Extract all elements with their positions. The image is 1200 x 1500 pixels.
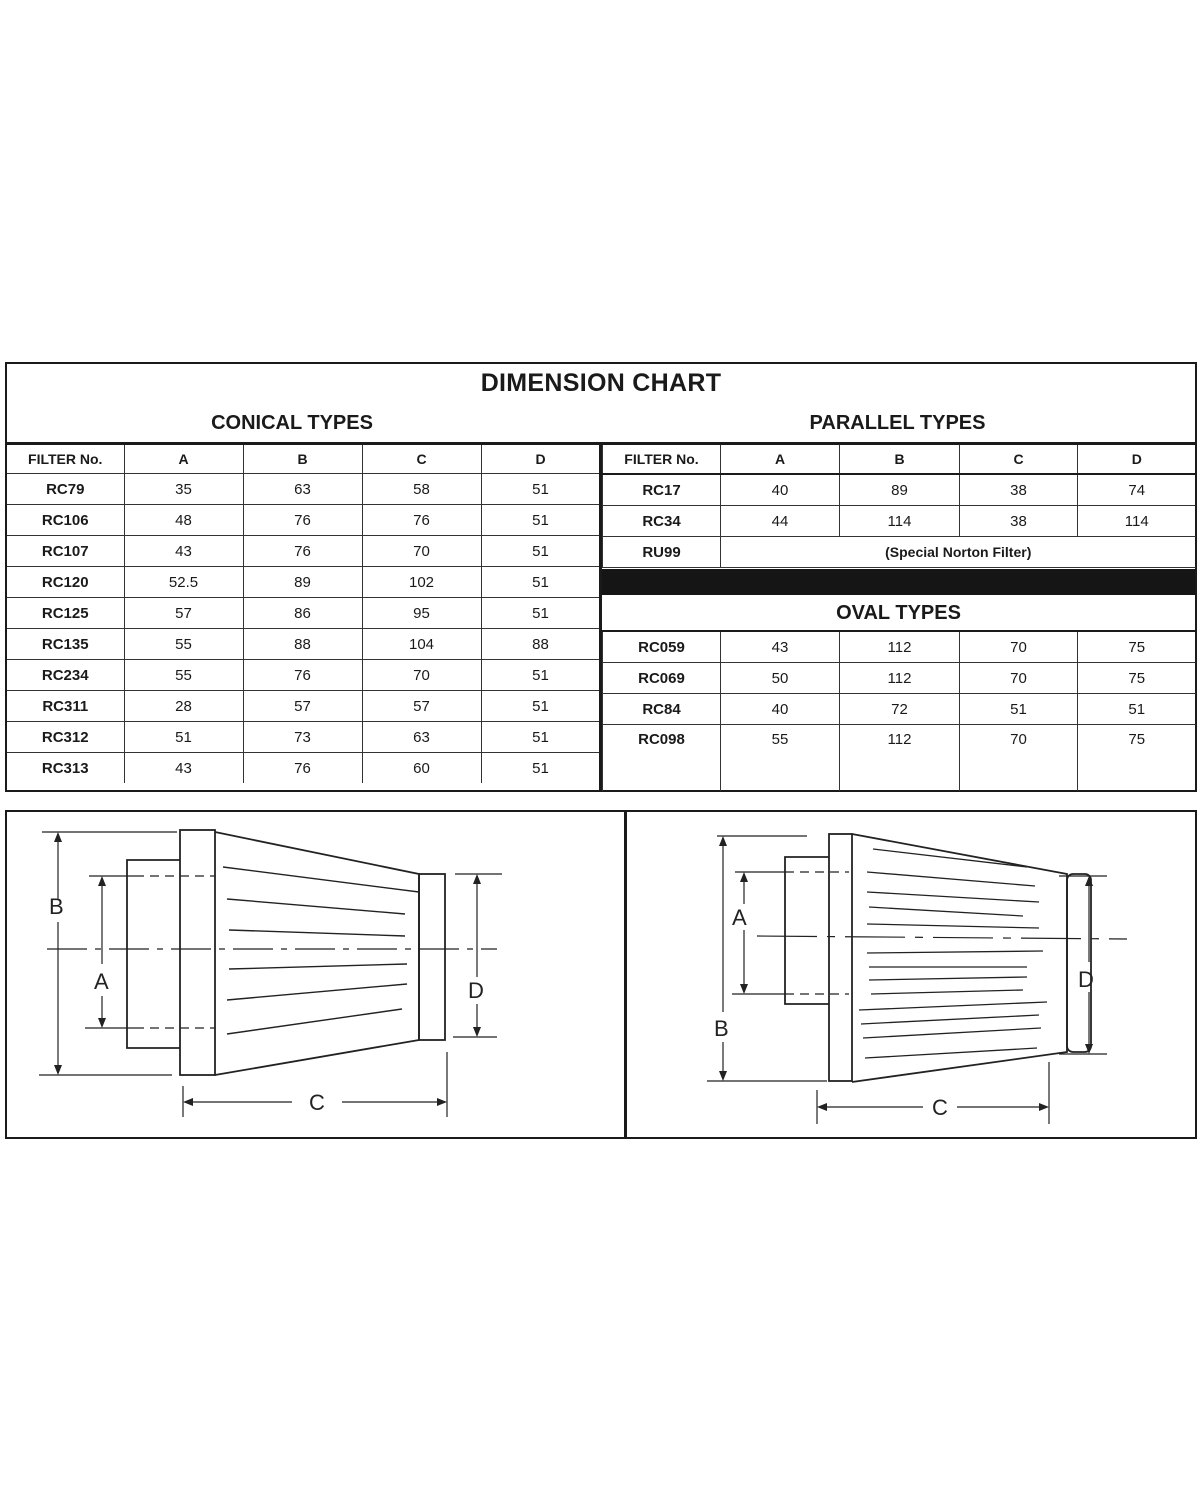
dim-c-cell: 76 — [362, 505, 481, 536]
table-row — [7, 691, 600, 722]
filter-no-cell: RC120 — [7, 567, 124, 598]
filter-no-cell: RC106 — [7, 505, 124, 536]
neck-outline — [785, 857, 829, 1004]
dim-a-cell: 51 — [124, 722, 243, 753]
label-d: D — [468, 978, 484, 1003]
parallel-header-row — [603, 444, 1196, 475]
table-row — [7, 629, 600, 660]
dim-b-cell: 73 — [243, 722, 362, 753]
dim-d-cell: 88 — [481, 629, 600, 660]
label-c: C — [309, 1090, 325, 1115]
dim-d-cell: 75 — [1078, 725, 1196, 792]
filter-no-cell: RC313 — [7, 753, 124, 784]
dimension-chart-table — [5, 362, 1197, 792]
special-note-cell: (Special Norton Filter) — [721, 537, 1196, 568]
conical-filter-diagram — [7, 812, 624, 1137]
dim-a-cell: 48 — [124, 505, 243, 536]
table-row — [603, 631, 1196, 663]
dim-d-cell: 51 — [481, 691, 600, 722]
table-row — [603, 725, 1196, 792]
pleat-lines — [859, 849, 1047, 1058]
dim-d-cell: 51 — [481, 660, 600, 691]
filter-no-cell: RC098 — [603, 725, 721, 792]
dim-a-cell: 55 — [124, 660, 243, 691]
header-b: B — [840, 444, 960, 475]
dim-c-cell: 38 — [960, 506, 1078, 537]
dim-a-cell: 50 — [721, 663, 840, 694]
dim-b-cell: 57 — [243, 691, 362, 722]
table-row-special — [603, 537, 1196, 568]
table-row — [603, 474, 1196, 506]
dim-a-cell: 55 — [124, 629, 243, 660]
dim-a-cell: 40 — [721, 694, 840, 725]
chart-title: DIMENSION CHART — [480, 369, 722, 397]
dim-b-cell: 76 — [243, 660, 362, 691]
dim-b-cell: 112 — [840, 663, 960, 694]
label-b: B — [49, 894, 64, 919]
dim-a-cell: 35 — [124, 474, 243, 505]
label-c: C — [932, 1095, 948, 1120]
dim-d-cell: 74 — [1078, 474, 1196, 506]
flange-outline — [829, 834, 852, 1081]
dim-d-cell: 51 — [481, 474, 600, 505]
table-row — [603, 506, 1196, 537]
dim-b-cell: 86 — [243, 598, 362, 629]
dim-b-cell: 63 — [243, 474, 362, 505]
table-row — [7, 474, 600, 505]
neck-outline — [127, 860, 180, 1048]
dim-d-cell: 75 — [1078, 631, 1196, 663]
dim-c-cell: 70 — [960, 631, 1078, 663]
cone-outline — [215, 832, 419, 1075]
header-a: A — [124, 444, 243, 474]
header-filter-no: FILTER No. — [7, 444, 124, 474]
table-row — [7, 753, 600, 784]
section-separator-band — [602, 569, 1195, 595]
dim-b-cell: 114 — [840, 506, 960, 537]
header-d: D — [1078, 444, 1196, 475]
dim-c-cell: 60 — [362, 753, 481, 784]
filter-no-cell: RC125 — [7, 598, 124, 629]
header-c: C — [362, 444, 481, 474]
filter-no-cell: RC069 — [603, 663, 721, 694]
filter-no-cell: RC059 — [603, 631, 721, 663]
header-d: D — [481, 444, 600, 474]
filter-no-cell: RU99 — [603, 537, 721, 568]
dim-c-cell: 57 — [362, 691, 481, 722]
table-row — [7, 598, 600, 629]
dim-d-cell: 51 — [481, 567, 600, 598]
dim-b-cell: 89 — [243, 567, 362, 598]
dim-d-cell: 114 — [1078, 506, 1196, 537]
dim-c-cell: 70 — [960, 725, 1078, 792]
oval-types-title: OVAL TYPES — [836, 602, 961, 624]
dim-a-cell: 43 — [721, 631, 840, 663]
filter-no-cell: RC107 — [7, 536, 124, 567]
filter-no-cell: RC312 — [7, 722, 124, 753]
dim-c-cell: 70 — [960, 663, 1078, 694]
parallel-types-title: PARALLEL TYPES — [809, 412, 986, 434]
end-cap-outline — [419, 874, 445, 1040]
dim-d-cell: 51 — [481, 536, 600, 567]
pleat-lines — [223, 867, 419, 1034]
table-row — [7, 505, 600, 536]
dim-a-cell: 28 — [124, 691, 243, 722]
conical-header-row — [7, 444, 600, 474]
centerline — [757, 936, 1127, 939]
label-a: A — [732, 905, 747, 930]
label-a: A — [94, 969, 109, 994]
parallel-types-table — [602, 442, 1196, 568]
dim-c-cell: 104 — [362, 629, 481, 660]
header-filter-no: FILTER No. — [603, 444, 721, 475]
dim-a-cell: 57 — [124, 598, 243, 629]
table-row — [7, 567, 600, 598]
dim-c-cell: 63 — [362, 722, 481, 753]
dim-c-cell: 51 — [960, 694, 1078, 725]
filter-no-cell: RC79 — [7, 474, 124, 505]
filter-no-cell: RC17 — [603, 474, 721, 506]
dim-c-cell: 102 — [362, 567, 481, 598]
dim-b-cell: 112 — [840, 725, 960, 792]
dim-a-cell: 43 — [124, 536, 243, 567]
dim-b-cell: 112 — [840, 631, 960, 663]
oval-filter-diagram — [627, 812, 1193, 1137]
dim-c-cell: 38 — [960, 474, 1078, 506]
dim-a-cell: 52.5 — [124, 567, 243, 598]
table-row — [603, 694, 1196, 725]
conical-types-table — [7, 442, 601, 783]
filter-no-cell: RC135 — [7, 629, 124, 660]
dim-d-cell: 51 — [481, 505, 600, 536]
flange-outline — [180, 830, 215, 1075]
dim-a-cell: 40 — [721, 474, 840, 506]
table-row — [603, 663, 1196, 694]
dim-d-cell: 51 — [481, 598, 600, 629]
dim-b-cell: 76 — [243, 753, 362, 784]
header-c: C — [960, 444, 1078, 475]
label-d: D — [1078, 967, 1094, 992]
conical-types-title: CONICAL TYPES — [211, 412, 373, 434]
table-row — [7, 660, 600, 691]
dim-d-cell: 51 — [481, 722, 600, 753]
table-row — [7, 722, 600, 753]
dim-a-cell: 44 — [721, 506, 840, 537]
dim-d-cell: 51 — [1078, 694, 1196, 725]
table-row — [7, 536, 600, 567]
filter-no-cell: RC311 — [7, 691, 124, 722]
header-b: B — [243, 444, 362, 474]
dim-b-cell: 89 — [840, 474, 960, 506]
filter-no-cell: RC84 — [603, 694, 721, 725]
dim-d-cell: 75 — [1078, 663, 1196, 694]
dim-c-cell: 70 — [362, 536, 481, 567]
dim-c-cell: 58 — [362, 474, 481, 505]
dimension-diagrams — [5, 810, 1197, 1139]
filter-no-cell: RC34 — [603, 506, 721, 537]
end-cap-outline — [1067, 874, 1091, 1052]
dim-a-cell: 55 — [721, 725, 840, 792]
dim-d-cell: 51 — [481, 753, 600, 784]
oval-types-table — [602, 630, 1196, 791]
dim-b-cell: 88 — [243, 629, 362, 660]
label-b: B — [714, 1016, 729, 1041]
dim-a-cell: 43 — [124, 753, 243, 784]
dim-b-cell: 76 — [243, 505, 362, 536]
filter-no-cell: RC234 — [7, 660, 124, 691]
dim-c-cell: 95 — [362, 598, 481, 629]
header-a: A — [721, 444, 840, 475]
dim-c-cell: 70 — [362, 660, 481, 691]
dim-b-cell: 76 — [243, 536, 362, 567]
dim-b-cell: 72 — [840, 694, 960, 725]
cone-outline — [852, 834, 1067, 1082]
